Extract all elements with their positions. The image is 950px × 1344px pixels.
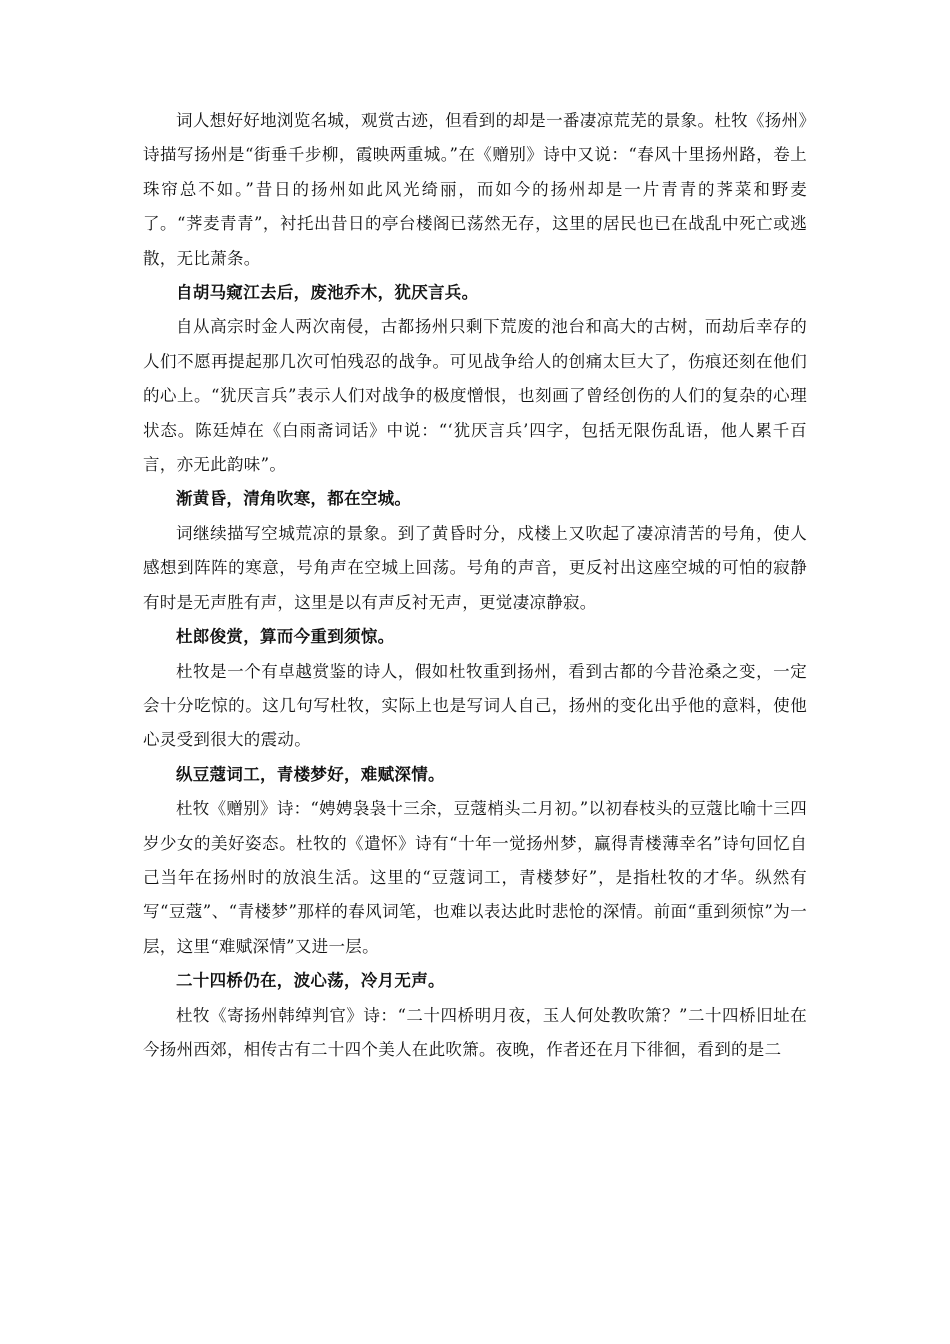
body-paragraph: 杜牧《赠别》诗：“娉娉袅袅十三余，豆蔻梢头二月初。”以初春枝头的豆蔻比喻十三四岁少女的美好姿态。杜牧的《遣怀》诗有“十年一觉扬州梦，赢得青楼薄幸名”诗句回忆自己当年在扬州时的放浪生活。这里的“豆蔻词工，青楼梦好”，是指杜牧的才华。纵然有写“豆蔻”、“青楼梦”那样的春风词笔，也难以表达此时悲怆的深情。前面“重到须惊”为一层，这里“难赋深情”又进一层。 [143,799,807,956]
verse-heading: 自胡马窥江去后，废池乔木，犹厌言兵。 [176,283,479,303]
body-paragraph: 杜牧是一个有卓越赏鉴的诗人，假如杜牧重到扬州，看到古都的今昔沧桑之变，一定会十分吃惊的。这几句写杜牧，实际上也是写词人自己，扬州的变化出乎他的意料，使他心灵受到很大的震动。 [143,661,807,750]
verse-heading: 纵豆蔻词工，青楼梦好，难赋深情。 [176,764,445,784]
verse-heading: 杜郎俊赏，算而今重到须惊。 [176,627,395,647]
body-paragraph: 词继续描写空城荒凉的景象。到了黄昏时分，戍楼上又吹起了凄凉清苦的号角，使人感想到阵阵的寒意，号角声在空城上回荡。号角的声音，更反衬出这座空城的可怕的寂静有时是无声胜有声，这里是以有声反衬无声，更觉凄凉静寂。 [143,523,807,612]
document-page [143,104,807,1067]
body-paragraph: 词人想好好地浏览名城，观赏古迹，但看到的却是一番凄凉荒芜的景象。杜牧《扬州》诗描写扬州是“街垂千步柳，霞映两重城。”在《赠别》诗中又说：“春风十里扬州路，卷上珠帘总不如。”昔日的扬州如此风光绮丽，而如今的扬州却是一片青青的荠菜和野麦了。“荠麦青青”，衬托出昔日的亭台楼阁已荡然无存，这里的居民也已在战乱中死亡或逃散，无比萧条。 [143,111,807,268]
verse-heading: 二十四桥仍在，波心荡，冷月无声。 [176,971,445,991]
verse-heading: 渐黄昏，清角吹寒，都在空城。 [176,489,412,509]
body-paragraph: 杜牧《寄扬州韩绰判官》诗：“二十四桥明月夜，玉人何处教吹箫？”二十四桥旧址在今扬州西郊，相传古有二十四个美人在此吹箫。夜晚，作者还在月下徘徊，看到的是二 [143,1005,807,1059]
body-paragraph: 自从高宗时金人两次南侵，古都扬州只剩下荒废的池台和高大的古树，而劫后幸存的人们不愿再提起那几次可怕残忍的战争。可见战争给人的创痛太巨大了，伤痕还刻在他们的心上。“犹厌言兵”表示人们对战争的极度憎恨，也刻画了曾经创伤的人们的复杂的心理状态。陈廷焯在《白雨斋词话》中说：“‘犹厌言兵’四字，包括无限伤乱语，他人累千百言，亦无此韵味”。 [143,317,807,475]
